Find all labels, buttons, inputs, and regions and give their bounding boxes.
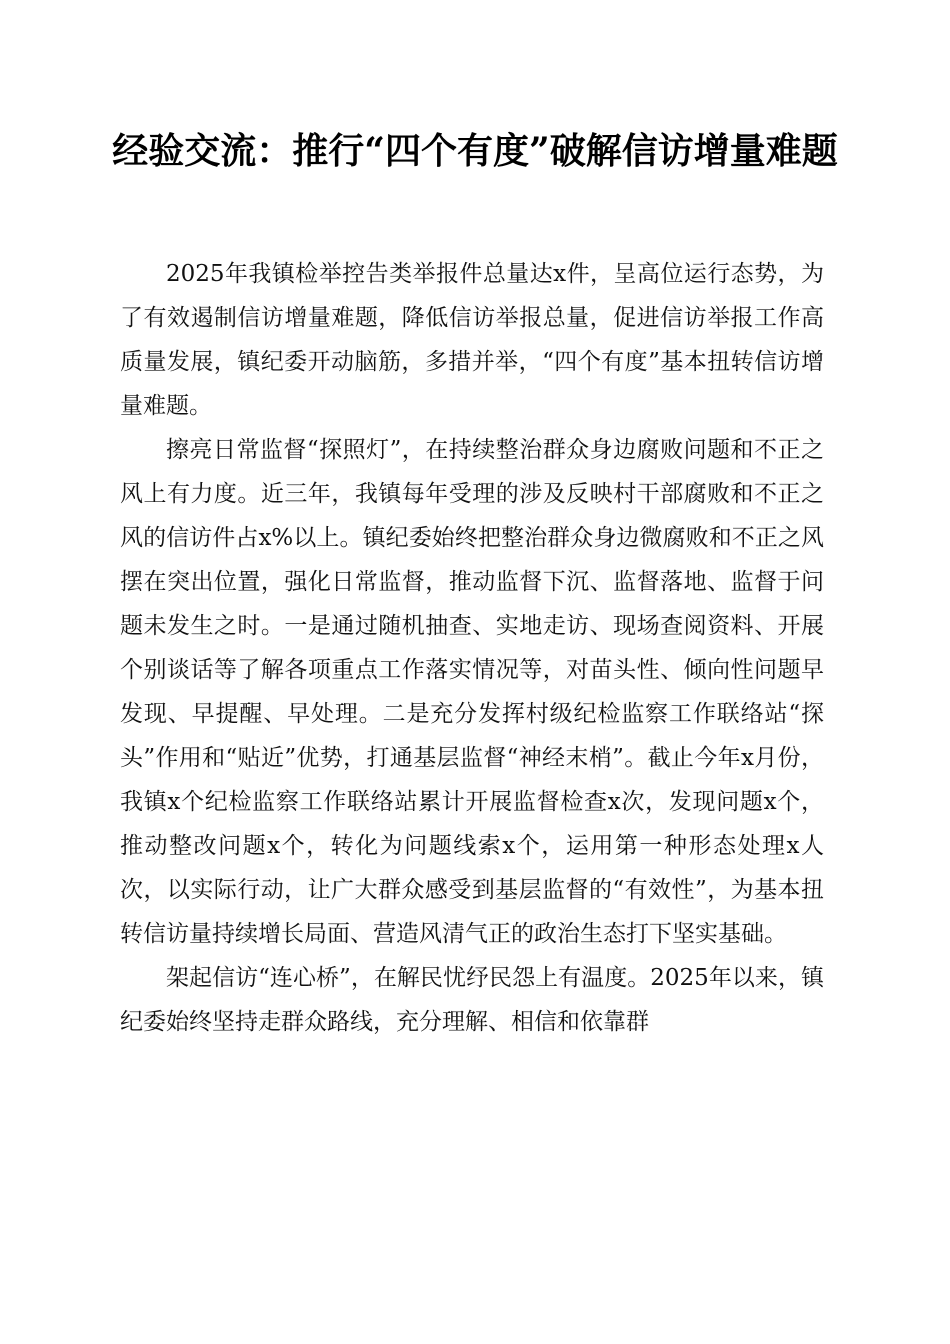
paragraph-intro: 2025年我镇检举控告类举报件总量达x件，呈高位运行态势，为了有效遏制信访增量难题，降低信访举报总量，促进信访举报工作高质量发展，镇纪委开动脑筋，多措并举，“四个有度”基本扭转信访增量难题。 [120, 261, 824, 419]
document-body [120, 252, 824, 1044]
paragraph-petition-bridge: 架起信访“连心桥”，在解民忧纾民怨上有温度。2025年以来，镇纪委始终坚持走群众路线，充分理解、相信和依靠群 [120, 965, 824, 1035]
paragraph-supervision: 擦亮日常监督“探照灯”，在持续整治群众身边腐败问题和不正之风上有力度。近三年，我镇每年受理的涉及反映村干部腐败和不正之风的信访件占x%以上。镇纪委始终把整治群众身边微腐败和不正之风摆在突出位置，强化日常监督，推动监督下沉、监督落地、监督于问题未发生之时。一是通过随机抽查、实地走访、现场查阅资料、开展个别谈话等了解各项重点工作落实情况等，对苗头性、倾向性问题早发现、早提醒、早处理。二是充分发挥村级纪检监察工作联络站“探头”作用和“贴近”优势，打通基层监督“神经末梢”。截止今年x月份，我镇x个纪检监察工作联络站累计开展监督检查x次，发现问题x个，推动整改问题x个，转化为问题线索x个，运用第一种形态处理x人次，以实际行动，让广大群众感受到基层监督的“有效性”，为基本扭转信访量持续增长局面、营造风清气正的政治生态打下坚实基础。 [120, 437, 824, 947]
document-title: 经验交流：推行“四个有度”破解信访增量难题 [112, 130, 838, 172]
